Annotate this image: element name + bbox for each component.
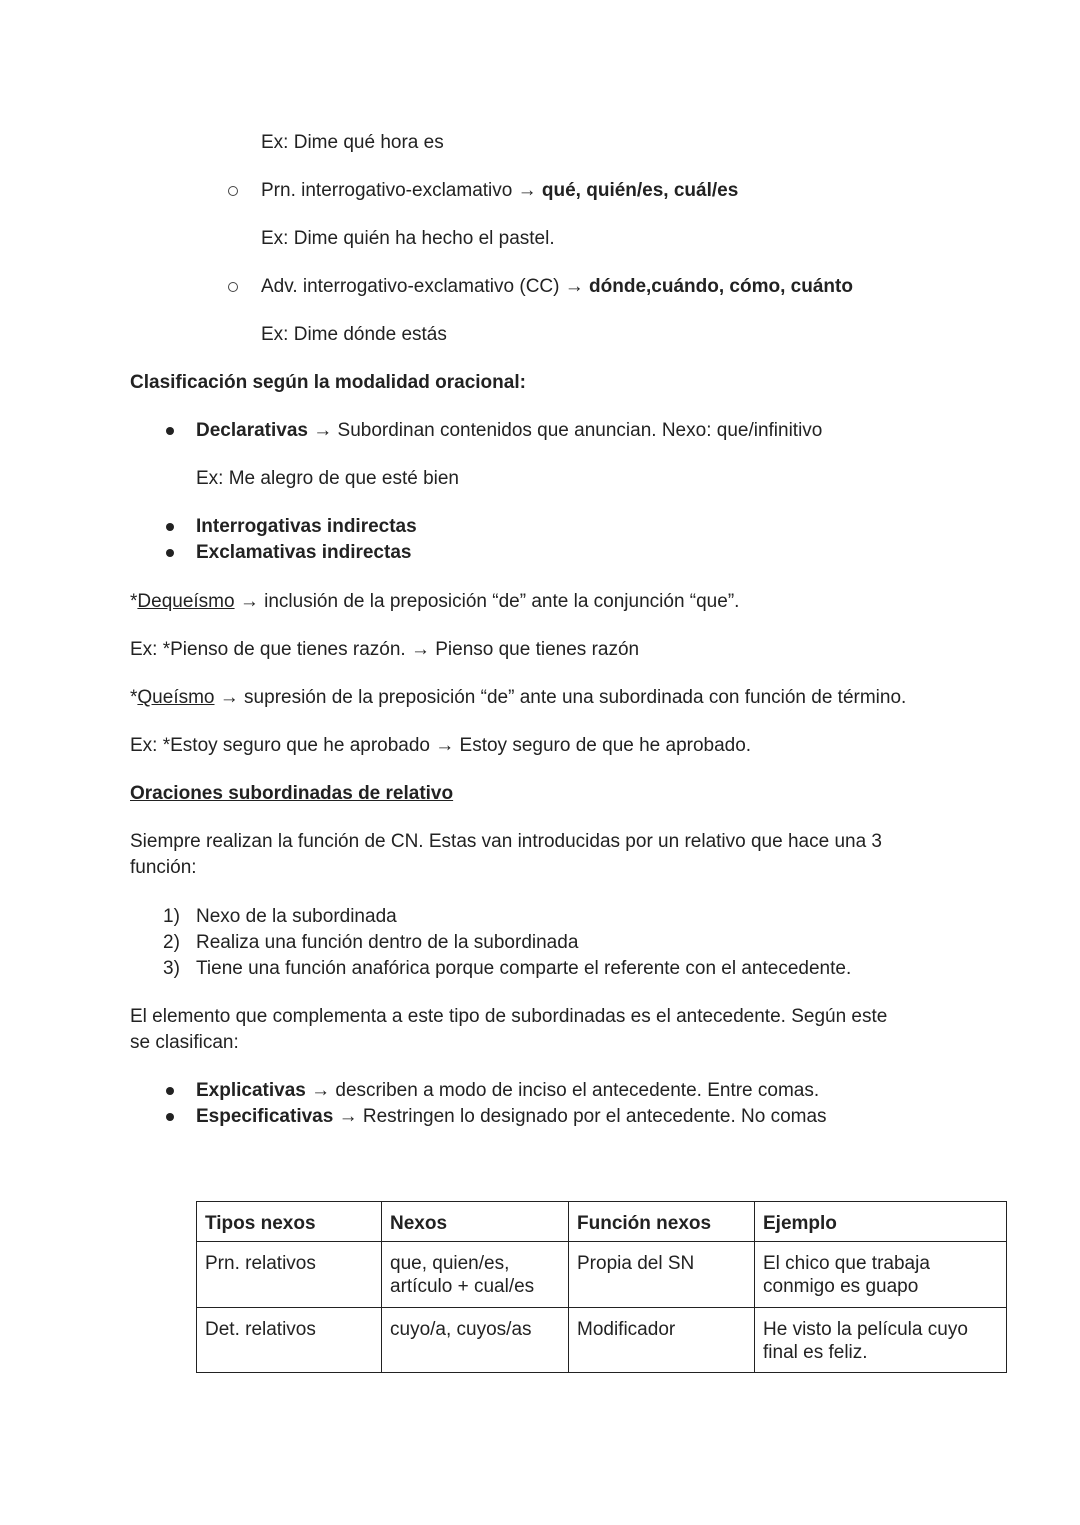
bullet-icon bbox=[166, 1087, 174, 1095]
dequeismo-definition: *Dequeísmo → inclusión de la preposición “de” ante la conjunción “que”. bbox=[130, 591, 740, 612]
list-item-especificativas: Especificativas → Restringen lo designado por el antecedente. No comas bbox=[196, 1106, 827, 1127]
example-text: Ex: Dime qué hora es bbox=[261, 132, 444, 153]
nexos-table bbox=[196, 1201, 1007, 1373]
table-row bbox=[197, 1242, 1007, 1308]
circle-bullet-icon bbox=[228, 282, 238, 292]
paragraph-line: El elemento que complementa a este tipo de subordinadas es el antecedente. Según este bbox=[130, 1006, 888, 1027]
table-row bbox=[197, 1308, 1007, 1373]
example-text: Ex: Me alegro de que esté bien bbox=[196, 468, 460, 489]
table-cell: que, quien/es, artículo + cual/es bbox=[382, 1242, 569, 1308]
list-item-prn: Prn. interrogativo-exclamativo → qué, quién/es, cuál/es bbox=[261, 180, 739, 201]
bullet-icon bbox=[166, 549, 174, 557]
queismo-definition: *Queísmo → supresión de la preposición “de” ante una subordinada con función de término. bbox=[130, 687, 907, 708]
list-item-declarativas: Declarativas → Subordinan contenidos que anuncian. Nexo: que/infinitivo bbox=[196, 420, 823, 441]
example-text: Ex: Dime quién ha hecho el pastel. bbox=[261, 228, 555, 249]
example-text: Ex: Dime dónde estás bbox=[261, 324, 447, 345]
queismo-example: Ex: *Estoy seguro que he aprobado → Estoy seguro de que he aprobado. bbox=[130, 735, 752, 756]
list-number: 1) bbox=[163, 906, 180, 927]
paragraph-line: Siempre realizan la función de CN. Estas van introducidas por un relativo que hace una 3 bbox=[130, 831, 882, 852]
table-cell: cuyo/a, cuyos/as bbox=[382, 1308, 569, 1373]
table-cell: Modificador bbox=[569, 1308, 755, 1373]
bullet-icon bbox=[166, 1113, 174, 1121]
table-header-cell: Ejemplo bbox=[755, 1202, 1007, 1242]
dequeismo-example: Ex: *Pienso de que tienes razón. → Pienso que tienes razón bbox=[130, 639, 640, 660]
bullet-icon bbox=[166, 427, 174, 435]
table-header-cell: Función nexos bbox=[569, 1202, 755, 1242]
numbered-item: Tiene una función anafórica porque comparte el referente con el antecedente. bbox=[196, 958, 852, 979]
list-item-adv: Adv. interrogativo-exclamativo (CC) → dónde,cuándo, cómo, cuánto bbox=[261, 276, 853, 297]
section-heading-modalidad: Clasificación según la modalidad oracional: bbox=[130, 372, 526, 393]
paragraph-line: función: bbox=[130, 857, 197, 878]
list-number: 2) bbox=[163, 932, 180, 953]
circle-bullet-icon bbox=[228, 186, 238, 196]
list-number: 3) bbox=[163, 958, 180, 979]
list-item-exclamativas: Exclamativas indirectas bbox=[196, 542, 412, 563]
paragraph-line: se clasifican: bbox=[130, 1032, 239, 1053]
table-cell: El chico que trabaja conmigo es guapo bbox=[755, 1242, 1007, 1308]
table-cell: Prn. relativos bbox=[197, 1242, 382, 1308]
table-cell: He visto la película cuyo final es feliz. bbox=[755, 1308, 1007, 1373]
bullet-icon bbox=[166, 523, 174, 531]
table-header-cell: Tipos nexos bbox=[197, 1202, 382, 1242]
list-item-interrogativas: Interrogativas indirectas bbox=[196, 516, 417, 537]
table-cell: Propia del SN bbox=[569, 1242, 755, 1308]
list-item-explicativas: Explicativas → describen a modo de inciso el antecedente. Entre comas. bbox=[196, 1080, 820, 1101]
numbered-item: Nexo de la subordinada bbox=[196, 906, 397, 927]
table-header-row bbox=[197, 1202, 1007, 1242]
table-header-cell: Nexos bbox=[382, 1202, 569, 1242]
table-cell: Det. relativos bbox=[197, 1308, 382, 1373]
numbered-item: Realiza una función dentro de la subordinada bbox=[196, 932, 579, 953]
section-heading-relativo: Oraciones subordinadas de relativo bbox=[130, 783, 454, 804]
